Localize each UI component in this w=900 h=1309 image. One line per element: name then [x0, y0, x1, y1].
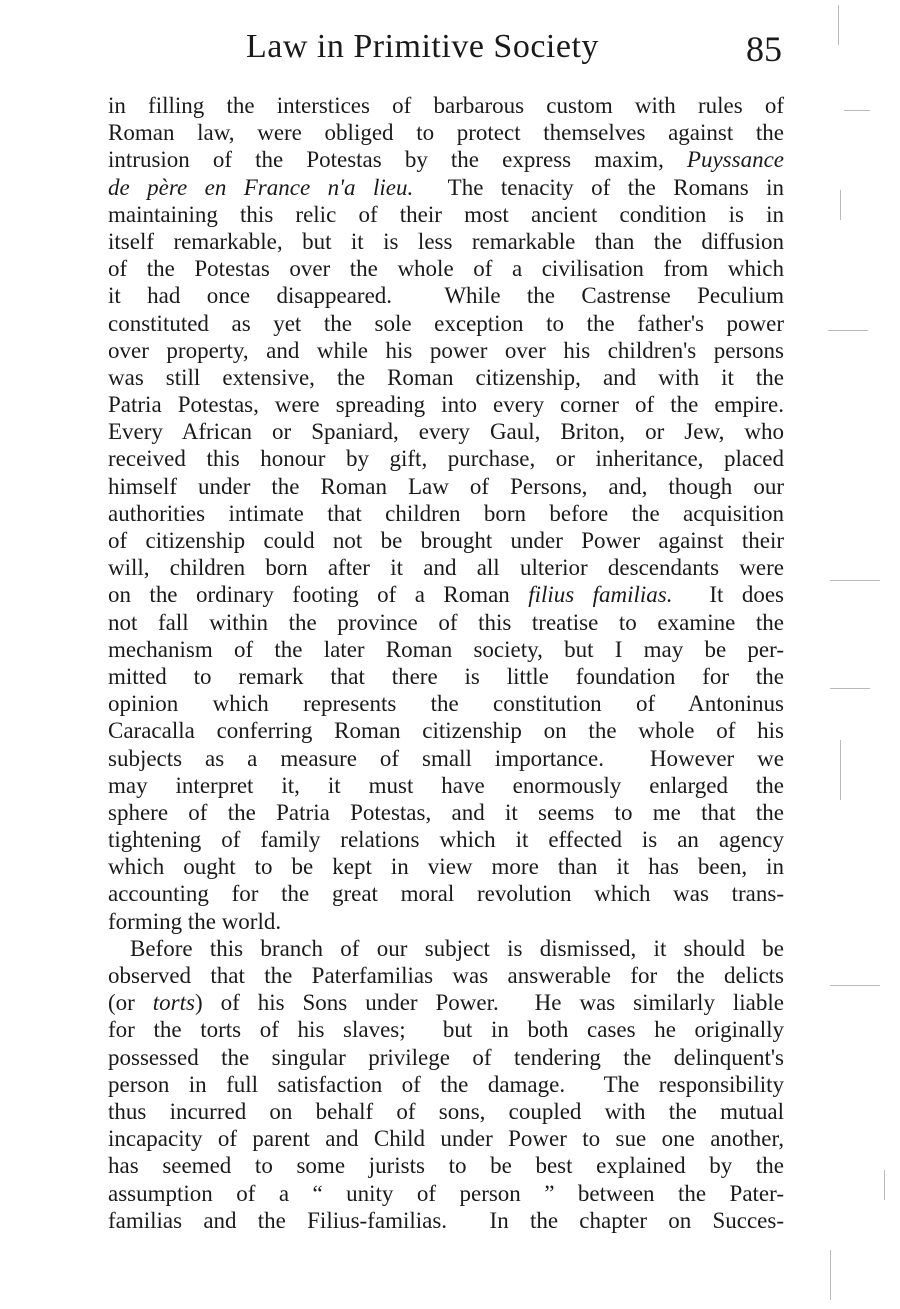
text-run: (or — [108, 990, 153, 1016]
text-run: Every African or Spaniard, every Gaul, Briton, or Jew, who — [108, 419, 784, 445]
italic-phrase: de père en France n'a lieu. — [108, 174, 414, 200]
text-line — [108, 1152, 784, 1179]
text-line — [108, 527, 784, 554]
text-line — [108, 418, 784, 445]
text-run: Before this branch of our subject is dismissed, it should be — [130, 935, 784, 961]
text-run: for the torts of his slaves; but in both cases he originally — [108, 1017, 784, 1043]
text-run: not fall within the province of this treatise to examine the — [108, 609, 784, 635]
text-line — [108, 473, 784, 500]
text-run: accounting for the great moral revolution which was trans- — [108, 881, 784, 907]
text-run: mechanism of the later Roman society, but I may be per- — [108, 636, 784, 662]
text-line — [108, 962, 784, 989]
text-run: Patria Potestas, were spreading into every corner of the empire. — [108, 392, 784, 418]
page-number: 85 — [746, 29, 782, 69]
text-run: mitted to remark that there is little foundation for the — [108, 663, 784, 689]
text-line — [108, 1125, 784, 1152]
text-run: which ought to be kept in view more than it has been, in — [108, 854, 784, 880]
text-line — [108, 826, 784, 853]
text-line — [108, 282, 784, 309]
text-run: constituted as yet the sole exception to the father's power — [108, 310, 784, 336]
text-run: Roman law, were obliged to protect themselves against the — [108, 120, 784, 146]
text-line — [108, 201, 784, 228]
text-run: familias and the Filius-familias. In the chapter on Succes- — [108, 1207, 784, 1233]
italic-phrase: Puyssance — [686, 147, 784, 173]
text-run: it had once disappeared. While the Castrense Peculium — [108, 283, 784, 309]
text-line — [108, 1180, 784, 1207]
scan-edge-noise — [800, 0, 900, 1309]
text-run: observed that the Paterfamilias was answerable for the delicts — [108, 963, 784, 988]
text-run: thus incurred on behalf of sons, coupled with the mutual — [108, 1098, 784, 1124]
text-line — [108, 1016, 784, 1043]
running-head — [108, 28, 788, 78]
text-line — [108, 799, 784, 826]
text-run: of the Potestas over the whole of a civilisation from which — [108, 256, 784, 282]
text-line — [108, 1207, 784, 1234]
text-line — [108, 554, 784, 581]
text-run: opinion which represents the constitution of Antoninus — [108, 691, 784, 717]
text-line — [108, 772, 784, 799]
text-run: has seemed to some jurists to be best explained by the — [108, 1153, 784, 1179]
text-line — [108, 445, 784, 472]
text-line — [108, 92, 784, 119]
text-run: possessed the singular privilege of tendering the delinquent's — [108, 1044, 784, 1070]
running-title: Law in Primitive Society — [246, 28, 599, 65]
text-run: The tenacity of the Romans in — [413, 174, 784, 200]
italic-phrase: torts — [152, 990, 195, 1016]
text-run: intrusion of the Potestas by the express maxim, — [108, 147, 687, 173]
body-text — [108, 92, 784, 1234]
text-run: itself remarkable, but it is less remarkable than the diffusion — [108, 228, 784, 254]
text-line — [108, 636, 784, 663]
text-line — [108, 500, 784, 527]
text-line — [108, 310, 784, 337]
text-run: person in full satisfaction of the damage. The responsibility — [108, 1071, 784, 1097]
text-line — [108, 581, 784, 608]
text-line — [108, 609, 784, 636]
text-run: forming the world. — [108, 908, 282, 934]
text-run: It does — [672, 582, 784, 608]
text-run: Caracalla conferring Roman citizenship on the whole of his — [108, 718, 784, 744]
text-run: was still extensive, the Roman citizenship, and with it the — [108, 364, 784, 390]
text-line — [108, 255, 784, 282]
text-run: will, children born after it and all ulterior descendants were — [108, 555, 784, 581]
text-run: sphere of the Patria Potestas, and it seems to me that the — [108, 799, 784, 825]
text-line — [108, 337, 784, 364]
text-run: over property, and while his power over his children's persons — [108, 337, 784, 363]
text-run: of citizenship could not be brought under Power against their — [108, 528, 784, 553]
text-line — [108, 935, 784, 962]
text-run: himself under the Roman Law of Persons, and, though our — [108, 473, 784, 499]
text-line — [108, 1071, 784, 1098]
text-line — [108, 989, 784, 1016]
text-line — [108, 880, 784, 907]
text-run: maintaining this relic of their most ancient condition is in — [108, 201, 784, 227]
text-run: authorities intimate that children born before the acquisition — [108, 500, 784, 526]
text-run: ) of his Sons under Power. He was similarly liable — [194, 990, 784, 1016]
text-line — [108, 745, 784, 772]
text-line — [108, 391, 784, 418]
text-run: assumption of a “ unity of person ” between the Pater- — [108, 1180, 784, 1206]
text-line — [108, 1098, 784, 1125]
text-line — [108, 364, 784, 391]
italic-phrase: filius familias. — [528, 582, 673, 608]
text-line — [108, 717, 784, 744]
text-run: may interpret it, it must have enormously enlarged the — [108, 772, 784, 798]
text-line — [108, 228, 784, 255]
text-line — [108, 663, 784, 690]
text-line — [108, 690, 784, 717]
text-line — [108, 1044, 784, 1071]
text-line — [108, 174, 784, 201]
text-run: subjects as a measure of small importance. However we — [108, 745, 784, 771]
text-line — [108, 853, 784, 880]
text-line — [108, 908, 784, 935]
text-line — [108, 119, 784, 146]
text-run: on the ordinary footing of a Roman — [108, 582, 529, 608]
text-run: tightening of family relations which it effected is an agency — [108, 827, 784, 853]
text-run: in filling the interstices of barbarous custom with rules of — [108, 93, 784, 118]
text-run: received this honour by gift, purchase, or inheritance, placed — [108, 446, 784, 472]
text-line — [108, 146, 784, 173]
text-run: incapacity of parent and Child under Power to sue one another, — [108, 1126, 784, 1152]
